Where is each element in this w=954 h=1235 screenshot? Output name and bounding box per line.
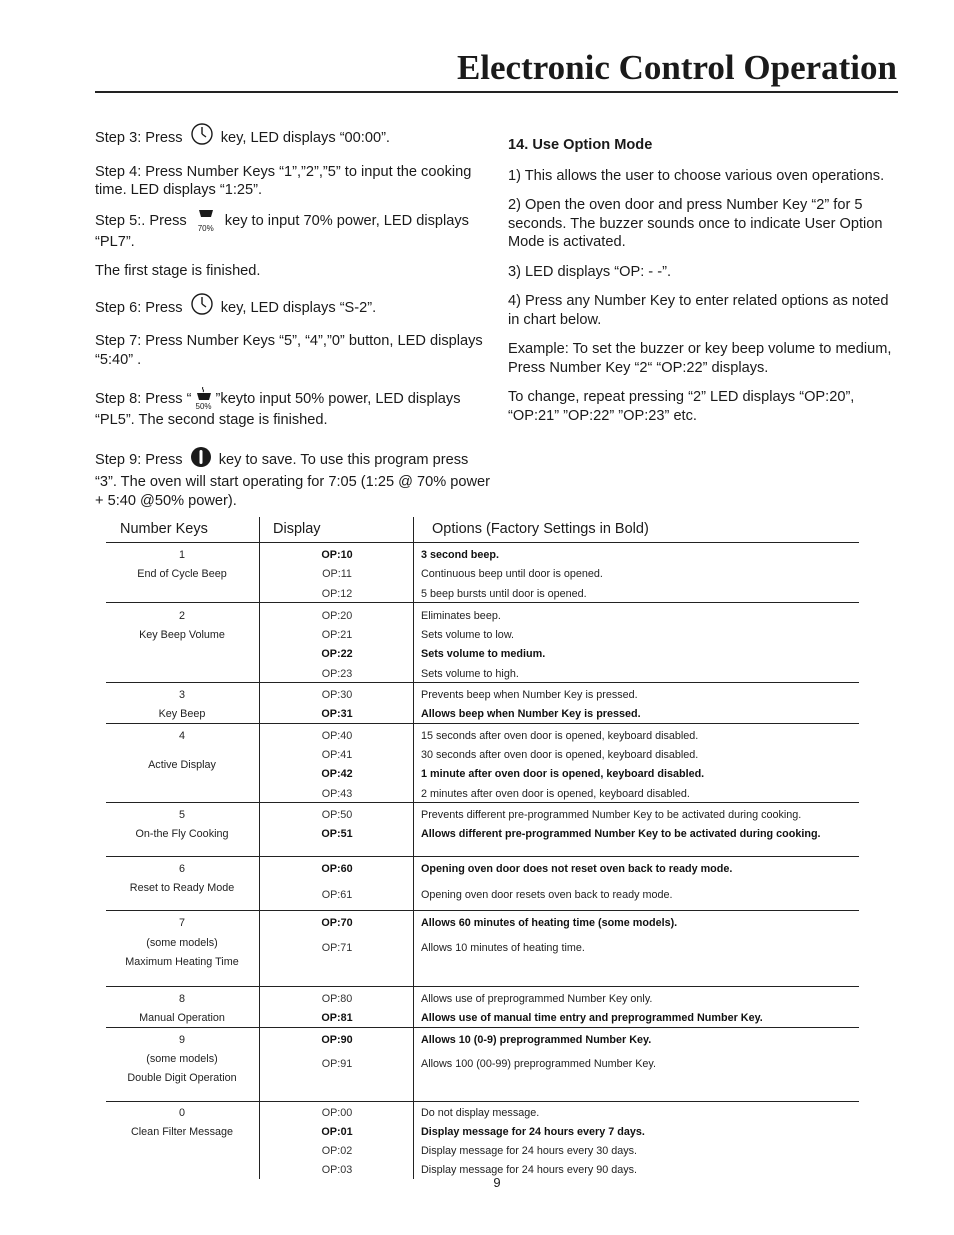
step-3	[95, 122, 490, 152]
display-code: OP:31	[321, 708, 353, 721]
display-code: OP:43	[321, 787, 353, 800]
option-description: Allows use of preprogrammed Number Key only.	[421, 992, 653, 1005]
option-mode-p4: 4) Press any Number Key to enter related options as noted in chart below.	[508, 293, 889, 328]
display-code: OP:90	[321, 1033, 353, 1046]
option-mode-p2: 2) Open the oven door and press Number Key “2” for 5 seconds. The buzzer sounds once to indicate User Option Mode is activated.	[508, 197, 883, 250]
number-key: 1	[178, 549, 185, 561]
option-description: Continuous beep until door is opened.	[421, 568, 603, 581]
display-code: OP:11	[322, 568, 352, 581]
display-code: OP:22	[321, 648, 353, 661]
number-key-label: On-the Fly Cooking	[135, 828, 229, 841]
option-group	[106, 911, 859, 987]
step-8-text-a: Step 8: Press “	[95, 391, 192, 407]
timer-icon	[190, 292, 214, 322]
option-description: Opening oven door resets oven back to ready mode.	[421, 889, 673, 902]
number-key: 9	[178, 1033, 185, 1046]
timer-icon	[190, 122, 214, 152]
number-key-label: (some models)	[146, 1052, 218, 1065]
option-description: Allows 100 (00-99) preprogrammed Number Key.	[421, 1057, 657, 1070]
display-code: OP:42	[321, 768, 353, 781]
display-code: OP:00	[321, 1106, 353, 1119]
option-description: Do not display message.	[421, 1106, 540, 1119]
option-description: Opening oven door does not reset oven back to ready mode.	[421, 863, 733, 876]
number-key: 8	[178, 992, 185, 1005]
option-group	[106, 683, 859, 724]
option-mode-column	[508, 136, 893, 436]
power-70-label: 70%	[197, 223, 214, 233]
option-description: Allows beep when Number Key is pressed.	[421, 708, 641, 721]
table-header	[106, 517, 859, 543]
display-code: OP:30	[321, 689, 353, 702]
display-code: OP:71	[321, 941, 353, 954]
option-group	[106, 603, 859, 683]
option-description: Sets volume to low.	[421, 629, 515, 642]
step-5-text-b: key to input 70% power, LED displays “PL7”.	[95, 212, 469, 250]
number-key-label: Maximum Heating Time	[125, 956, 239, 969]
display-code: OP:60	[321, 863, 353, 876]
display-code: OP:41	[321, 748, 353, 761]
option-description: Eliminates beep.	[421, 609, 501, 622]
number-key-label: Key Beep Volume	[139, 629, 225, 642]
option-description: Display message for 24 hours every 30 days.	[421, 1145, 638, 1158]
step-5-text-a: Step 5:. Press	[95, 212, 187, 229]
step-8-text-b: ”keyto input 50% power, LED displays “PL5”. The second stage is finished.	[95, 391, 461, 428]
number-key: 2	[178, 609, 185, 622]
number-key-label: Key Beep	[158, 708, 206, 721]
display-code: OP:12	[321, 587, 353, 600]
number-key-label: Manual Operation	[139, 1012, 225, 1025]
header-number-keys: Number Keys	[120, 521, 208, 537]
step-5	[95, 211, 490, 252]
option-description: 5 beep bursts until door is opened.	[421, 587, 587, 600]
option-group	[106, 1028, 859, 1102]
display-code: OP:91	[321, 1057, 353, 1070]
option-mode-heading: 14. Use Option Mode	[508, 137, 653, 153]
option-description: Prevents beep when Number Key is pressed.	[421, 689, 638, 702]
option-description: Display message for 24 hours every 7 days.	[421, 1125, 645, 1138]
step-9-text-b: key to save. To use this program press “3”. The oven will start operating for 7:05 (1:25 @ 70% power + 5:40 @50% power).	[95, 451, 490, 509]
step-9-text-a: Step 9: Press	[95, 451, 183, 468]
display-code: OP:81	[321, 1012, 353, 1025]
number-key-label: End of Cycle Beep	[137, 568, 227, 581]
option-mode-p3: 3) LED displays “OP: - -”.	[508, 263, 671, 280]
option-description: 1 minute after oven door is opened, keyboard disabled.	[421, 768, 705, 781]
step-9	[95, 446, 490, 511]
display-code: OP:10	[321, 549, 353, 561]
display-code: OP:50	[321, 808, 353, 821]
option-description: Display message for 24 hours every 90 days.	[421, 1164, 638, 1177]
option-group	[106, 543, 859, 603]
option-description: Allows different pre-programmed Number Key to be activated during cooking.	[421, 828, 821, 841]
option-mode-change: To change, repeat pressing “2” LED displays “OP:20”, “OP:21” ”OP:22” ”OP:23” etc.	[508, 389, 855, 424]
steps-column	[95, 122, 490, 521]
step-4: Step 4: Press Number Keys “1”,”2”,”5” to input the cooking time. LED displays “1:25”.	[95, 163, 472, 198]
number-key: 7	[178, 917, 185, 930]
option-description: 30 seconds after oven door is opened, keyboard disabled.	[421, 748, 699, 761]
option-group	[106, 987, 859, 1028]
title-rule	[95, 91, 898, 93]
number-key-label: (some models)	[146, 936, 218, 949]
first-stage-note: The first stage is finished.	[95, 263, 261, 279]
power-70-icon	[195, 211, 217, 233]
option-mode-p1: 1) This allows the user to choose various oven operations.	[508, 167, 885, 184]
number-key-label: Reset to Ready Mode	[129, 882, 235, 895]
option-description: Allows 60 minutes of heating time (some models).	[421, 917, 678, 930]
option-description: 3 second beep.	[421, 549, 500, 561]
display-code: OP:03	[321, 1164, 353, 1177]
number-key: 3	[178, 689, 185, 702]
step-3-text-b: key, LED displays “00:00”.	[220, 130, 390, 146]
number-key-label: Double Digit Operation	[127, 1072, 237, 1085]
page-title: Electronic Control Operation	[456, 48, 897, 87]
option-group	[106, 857, 859, 911]
option-description: 2 minutes after oven door is opened, keyboard disabled.	[421, 787, 690, 800]
step-8	[95, 389, 490, 430]
power-50-icon	[193, 389, 215, 411]
step-6-text-a: Step 6: Press	[95, 299, 183, 316]
column-divider-display	[259, 517, 260, 1179]
options-table	[106, 517, 859, 1179]
number-key: 5	[178, 808, 185, 821]
option-description: Sets volume to high.	[421, 667, 519, 680]
display-code: OP:23	[321, 667, 353, 680]
option-description: 15 seconds after oven door is opened, keyboard disabled.	[421, 729, 699, 742]
option-mode-example: Example: To set the buzzer or key beep volume to medium, Press Number Key “2“ “OP:22” displays.	[508, 341, 892, 376]
display-code: OP:70	[321, 917, 353, 930]
option-description: Allows use of manual time entry and preprogrammed Number Key.	[421, 1012, 763, 1025]
option-description: Allows 10 minutes of heating time.	[421, 941, 585, 954]
number-key: 0	[178, 1106, 185, 1119]
step-6	[95, 292, 490, 322]
number-key-label: Clean Filter Message	[130, 1125, 233, 1138]
step-7: Step 7: Press Number Keys “5”, “4”,”0” button, LED displays “5:40” .	[95, 333, 483, 368]
column-divider-options	[413, 517, 414, 1179]
start-save-icon	[190, 446, 212, 474]
number-key-label: Active Display	[148, 758, 216, 771]
display-code: OP:20	[321, 609, 353, 622]
header-display: Display	[273, 521, 321, 537]
number-key: 6	[178, 863, 185, 876]
step-3-text-a: Step 3: Press	[95, 130, 183, 146]
number-key: 4	[178, 729, 185, 742]
option-description: Allows 10 (0-9) preprogrammed Number Key.	[421, 1033, 652, 1046]
display-code: OP:21	[321, 629, 353, 642]
header-options: Options (Factory Settings in Bold)	[432, 521, 649, 537]
option-group	[106, 724, 859, 803]
page-number: 9	[493, 1175, 501, 1190]
display-code: OP:80	[321, 992, 353, 1005]
display-code: OP:02	[321, 1145, 353, 1158]
display-code: OP:61	[321, 889, 353, 902]
display-code: OP:01	[321, 1125, 353, 1138]
step-6-text-b: key, LED displays “S-2”.	[220, 299, 377, 316]
power-50-label: 50%	[195, 402, 212, 411]
option-description: Prevents different pre-programmed Number Key to be activated during cooking.	[421, 808, 802, 821]
option-group	[106, 1102, 859, 1179]
table-body	[106, 543, 859, 1179]
display-code: OP:51	[321, 828, 353, 841]
option-description: Sets volume to medium.	[421, 648, 546, 661]
display-code: OP:40	[321, 729, 353, 742]
option-group	[106, 803, 859, 858]
